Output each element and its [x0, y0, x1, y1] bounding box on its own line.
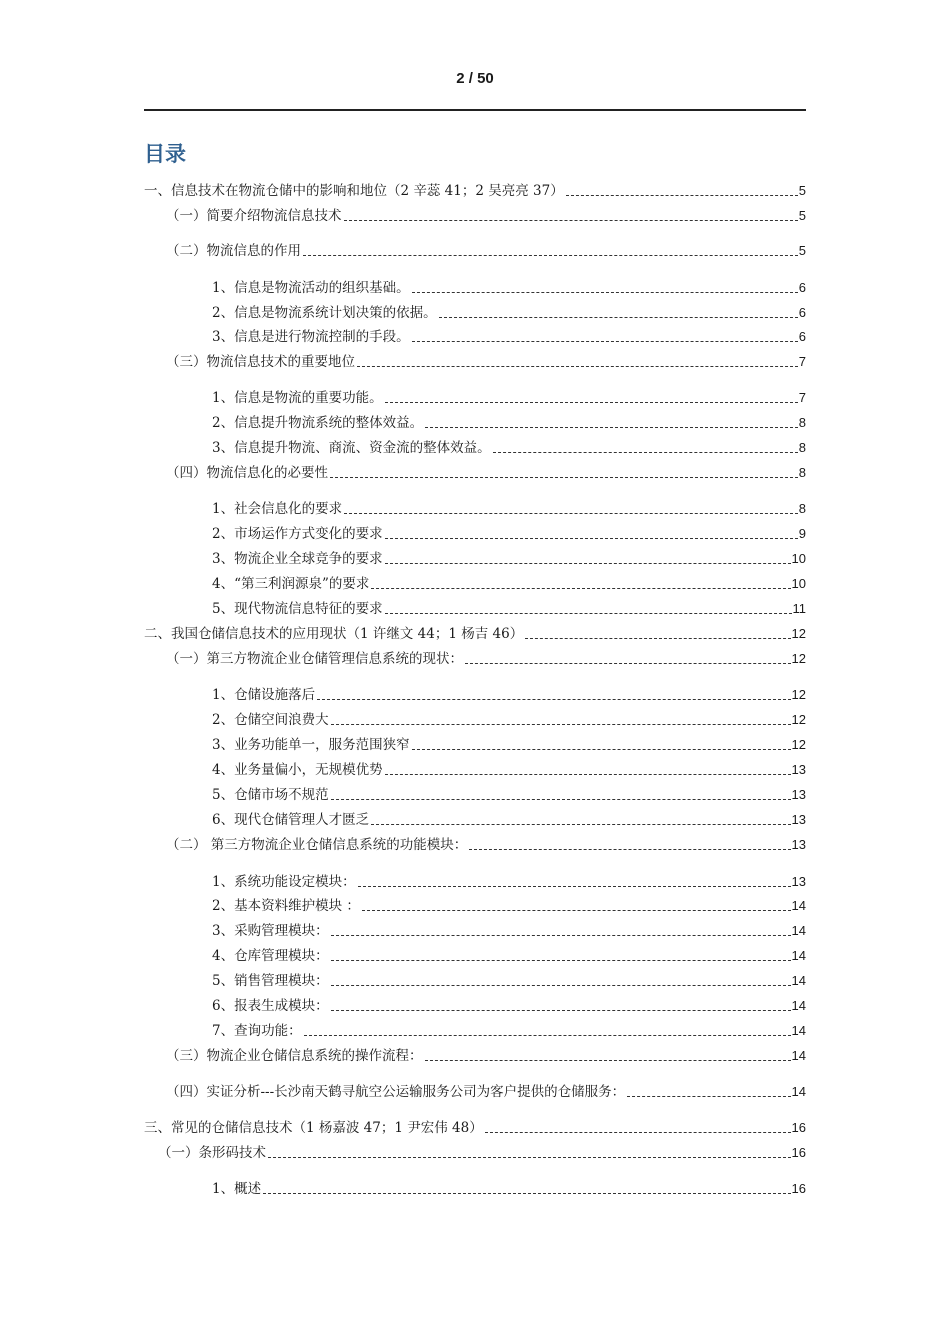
toc-entry[interactable]: [212, 945, 806, 965]
toc-entry[interactable]: [212, 412, 806, 432]
toc-entry-label: 2、市场运作方式变化的要求: [212, 526, 383, 542]
dot-leader: [485, 1132, 791, 1133]
toc-entry-label: 1、信息是物流的重要功能。: [212, 390, 383, 406]
toc-entry[interactable]: [166, 834, 806, 854]
toc-entry-label: 4、“第三利润源泉”的要求: [212, 576, 370, 592]
dot-leader: [493, 452, 798, 453]
page-number-header: 2 / 50: [456, 70, 494, 87]
dot-leader: [317, 699, 790, 700]
dot-leader: [331, 799, 791, 800]
toc-entry[interactable]: [212, 277, 806, 297]
toc-title: 目录: [144, 142, 186, 166]
header-divider: [144, 109, 806, 111]
toc-entry[interactable]: [166, 1045, 806, 1065]
toc-entry-label: 二、我国仓储信息技术的应用现状（1 许继文 44；1 杨吉 46）: [144, 626, 524, 642]
toc-entry-label: 1、仓储设施落后: [212, 687, 316, 703]
toc-entry[interactable]: [166, 351, 806, 371]
toc-entry-label: 5、现代物流信息特征的要求: [212, 601, 383, 617]
dot-leader: [385, 613, 792, 614]
toc-entry[interactable]: [166, 205, 806, 225]
toc-entry-page: 11: [792, 601, 806, 616]
dot-leader: [357, 366, 798, 367]
toc-entry[interactable]: [212, 598, 806, 618]
toc-entry[interactable]: [212, 784, 806, 804]
toc-entry-label: （一）简要介绍物流信息技术: [166, 208, 342, 224]
toc-entry-page: 14: [791, 948, 806, 963]
dot-leader: [412, 341, 798, 342]
toc-entry[interactable]: [212, 498, 806, 518]
toc-entry-page: 9: [798, 526, 806, 541]
toc-entry-page: 13: [791, 787, 806, 802]
dot-leader: [627, 1096, 790, 1097]
toc-entry-page: 12: [791, 651, 806, 666]
toc-entry-page: 14: [791, 973, 806, 988]
dot-leader: [566, 195, 798, 196]
toc-entry[interactable]: [212, 523, 806, 543]
dot-leader: [362, 910, 791, 911]
toc-entry[interactable]: [212, 1178, 806, 1198]
toc-entry-page: 13: [791, 837, 806, 852]
toc-entry-page: 12: [791, 712, 806, 727]
dot-leader: [385, 538, 798, 539]
toc-entry-page: 16: [791, 1181, 806, 1196]
dot-leader: [412, 292, 798, 293]
dot-leader: [425, 427, 798, 428]
dot-leader: [330, 477, 798, 478]
toc-entry-page: 14: [791, 1084, 806, 1099]
toc-entry-label: 2、仓储空间浪费大: [212, 712, 329, 728]
toc-entry-page: 8: [798, 415, 806, 430]
toc-entry[interactable]: [166, 648, 806, 668]
dot-leader: [469, 849, 790, 850]
toc-entry-label: （四）实证分析---长沙南天鹤寻航空公运输服务公司为客户提供的仓储服务：: [166, 1084, 626, 1100]
dot-leader: [385, 402, 798, 403]
toc-entry-page: 5: [798, 243, 806, 258]
toc-entry[interactable]: [144, 623, 806, 643]
toc-entry-label: 1、系统功能设定模块：: [212, 874, 356, 890]
toc-entry-label: 3、信息提升物流、商流、资金流的整体效益。: [212, 440, 491, 456]
toc-entry[interactable]: [166, 240, 806, 260]
toc-entry-page: 12: [791, 687, 806, 702]
dot-leader: [358, 886, 791, 887]
toc-entry[interactable]: [212, 809, 806, 829]
dot-leader: [385, 774, 791, 775]
toc-entry-page: 5: [798, 208, 806, 223]
dot-leader: [465, 663, 791, 664]
toc-entry-label: （三）物流企业仓储信息系统的操作流程：: [166, 1048, 423, 1064]
dot-leader: [371, 588, 790, 589]
toc-entry-label: 2、基本资料维护模块 ：: [212, 898, 360, 914]
toc-entry-page: 8: [798, 465, 806, 480]
toc-entry[interactable]: [144, 180, 806, 200]
toc-entry[interactable]: [212, 1020, 806, 1040]
dot-leader: [425, 1060, 791, 1061]
dot-leader: [525, 638, 790, 639]
dot-leader: [331, 1010, 791, 1011]
toc-entry-label: 6、现代仓储管理人才匮乏: [212, 812, 370, 828]
toc-entry-page: 12: [791, 737, 806, 752]
toc-entry-page: 16: [791, 1120, 806, 1135]
toc-entry-label: 3、信息是进行物流控制的手段。: [212, 329, 410, 345]
toc-entry-page: 8: [798, 440, 806, 455]
toc-entry-page: 5: [798, 183, 806, 198]
dot-leader: [331, 935, 791, 936]
dot-leader: [385, 563, 791, 564]
toc-entry-page: 14: [791, 998, 806, 1013]
toc-entry-page: 14: [791, 1048, 806, 1063]
toc-entry[interactable]: [212, 895, 806, 915]
toc-entry-page: 13: [791, 812, 806, 827]
toc-entry-label: 7、查询功能：: [212, 1023, 302, 1039]
dot-leader: [344, 513, 798, 514]
toc-entry-label: 1、信息是物流活动的组织基础。: [212, 280, 410, 296]
toc-entry-page: 8: [798, 501, 806, 516]
toc-entry[interactable]: [212, 920, 806, 940]
dot-leader: [331, 960, 791, 961]
toc-entry-label: 6、报表生成模块：: [212, 998, 329, 1014]
toc-entry-label: 4、业务量偏小，无规模优势: [212, 762, 383, 778]
toc-entry-page: 13: [791, 762, 806, 777]
toc-entry-label: 三、常见的仓储信息技术（1 杨嘉波 47；1 尹宏伟 48）: [144, 1120, 483, 1136]
toc-entry-page: 13: [791, 874, 806, 889]
dot-leader: [268, 1157, 791, 1158]
toc-entry-page: 7: [798, 390, 806, 405]
toc-entry-label: （一）条形码技术: [158, 1145, 266, 1161]
toc-entry[interactable]: [212, 759, 806, 779]
toc-entry-page: 14: [791, 898, 806, 913]
toc-entry-label: 5、销售管理模块：: [212, 973, 329, 989]
toc-entry-label: （三）物流信息技术的重要地位: [166, 354, 355, 370]
toc-entry-label: （四）物流信息化的必要性: [166, 465, 328, 481]
toc-entry[interactable]: [212, 871, 806, 891]
toc-entry-page: 14: [791, 1023, 806, 1038]
toc-entry[interactable]: [212, 970, 806, 990]
toc-entry[interactable]: [144, 1117, 806, 1137]
dot-leader: [304, 1035, 791, 1036]
toc-entry[interactable]: [212, 995, 806, 1015]
dot-leader: [331, 724, 791, 725]
toc-entry-label: 1、社会信息化的要求: [212, 501, 343, 517]
toc-entry[interactable]: [212, 573, 806, 593]
dot-leader: [263, 1193, 790, 1194]
toc-entry[interactable]: [212, 548, 806, 568]
toc-entry-label: 2、信息是物流系统计划决策的依据。: [212, 305, 437, 321]
dot-leader: [371, 824, 790, 825]
toc-entry-label: 1、概述: [212, 1181, 262, 1197]
toc-entry[interactable]: [212, 734, 806, 754]
dot-leader: [303, 255, 798, 256]
toc-entry-page: 7: [798, 354, 806, 369]
toc-entry-page: 16: [791, 1145, 806, 1160]
toc-entry-page: 6: [798, 305, 806, 320]
toc-entry-page: 14: [791, 923, 806, 938]
toc-entry-label: 2、信息提升物流系统的整体效益。: [212, 415, 424, 431]
toc-entry-page: 10: [791, 576, 806, 591]
toc-entry[interactable]: [212, 326, 806, 346]
toc-entry-label: 一、信息技术在物流仓储中的影响和地位（2 辛蕊 41；2 吴亮亮 37）: [144, 183, 564, 199]
toc-entry-page: 6: [798, 329, 806, 344]
toc-entry[interactable]: [212, 437, 806, 457]
toc-entry-label: （二） 第三方物流企业仓储信息系统的功能模块：: [166, 837, 468, 853]
toc-entry[interactable]: [212, 709, 806, 729]
dot-leader: [331, 985, 791, 986]
toc-entry-page: 10: [791, 551, 806, 566]
toc-entry[interactable]: [166, 462, 806, 482]
toc-entry-label: 3、采购管理模块：: [212, 923, 329, 939]
toc-entry-page: 12: [791, 626, 806, 641]
toc-entry[interactable]: [166, 1081, 806, 1101]
toc-entry-label: 4、仓库管理模块：: [212, 948, 329, 964]
dot-leader: [412, 749, 791, 750]
toc-entry[interactable]: [212, 302, 806, 322]
toc-entry-label: （二）物流信息的作用: [166, 243, 301, 259]
dot-leader: [344, 220, 798, 221]
dot-leader: [439, 317, 798, 318]
toc-entry[interactable]: [158, 1142, 806, 1162]
toc-entry-label: 3、物流企业全球竞争的要求: [212, 551, 383, 567]
toc-entry-label: （一）第三方物流企业仓储管理信息系统的现状：: [166, 651, 463, 667]
toc-entry[interactable]: [212, 387, 806, 407]
toc-entry-label: 5、仓储市场不规范: [212, 787, 329, 803]
toc-entry-label: 3、业务功能单一，服务范围狭窄: [212, 737, 410, 753]
toc-entry-page: 6: [798, 280, 806, 295]
toc-entry[interactable]: [212, 684, 806, 704]
